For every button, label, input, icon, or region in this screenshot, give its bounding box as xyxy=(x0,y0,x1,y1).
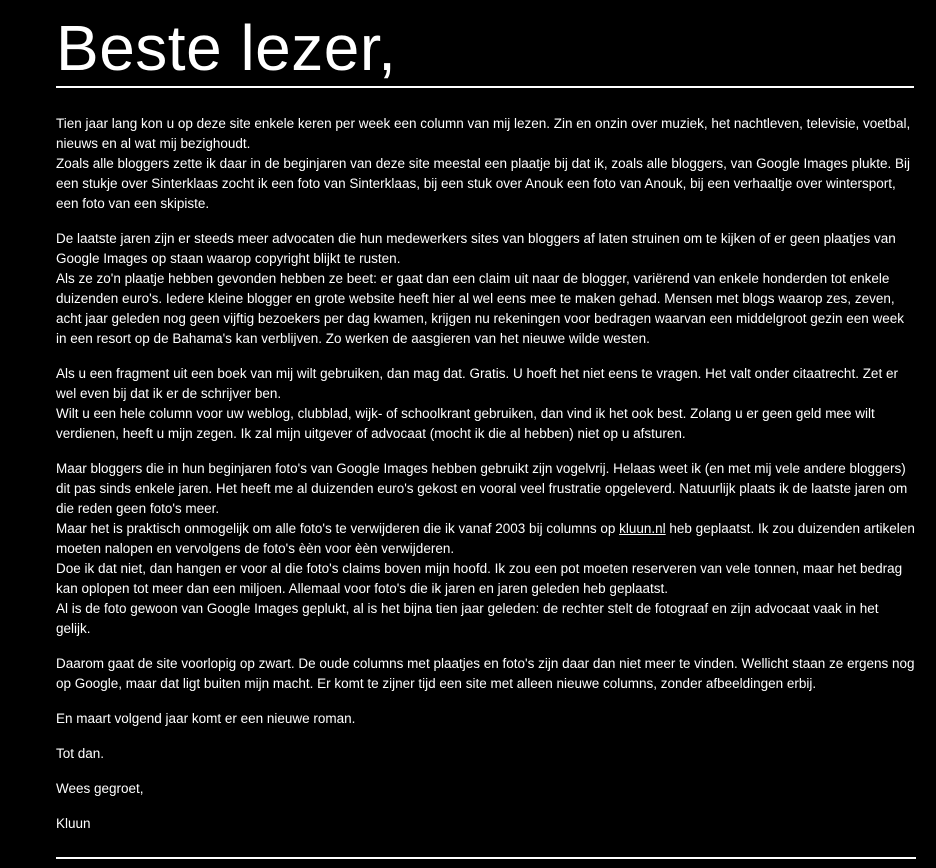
paragraph-line: Maar bloggers die in hun beginjaren foto's van Google Images hebben gebruikt zijn vogelvrij. Helaas weet ik (en met mij vele andere bloggers) dit pas sinds enkele jaren. Het heeft me al duizenden euro's gekost en vooral veel frustratie opgeleverd. Natuurlijk plaats ik de laatste jaren om die reden geen foto's meer. xyxy=(56,461,908,516)
link-suffix-text: heb geplaatst. Ik zou duizenden artikelen moeten nalopen en vervolgens de foto's èèn voor èèn verwijderen. xyxy=(56,521,915,556)
paragraph-line: Wilt u een hele column voor uw weblog, clubblad, wijk- of schoolkrant gebruiken, dan vind ik het ook best. Zolang u er geen geld mee wilt verdienen, heeft u mijn zegen. Ik zal mijn uitgever of advocaat (mocht ik die al hebben) niet op u afsturen. xyxy=(56,406,875,441)
paragraph-intro xyxy=(56,114,916,214)
paragraph-line: Als ze zo'n plaatje hebben gevonden hebben ze beet: er gaat dan een claim uit naar de blogger, variërend van enkele honderden tot enkele duizenden euro's. Iedere kleine blogger en grote website heeft hier al wel eens mee te maken gehad. Mensen met blogs waarop zes, zeven, acht jaar geleden nog geen vijftig bezoekers per dag kwamen, krijgen nu rekeningen voor bedragen waarvan een middelgroot gezin een week in een resort op de Bahama's kan verblijven. Zo werken de aasgieren van het nieuwe wilde westen. xyxy=(56,271,905,346)
paragraph-line: Doe ik dat niet, dan hangen er voor al die foto's claims boven mijn hoofd. Ik zou een pot moeten reserveren van vele tonnen, maar het bedrag kan oplopen tot meer dan een miljoen. Allemaal voor foto's die ik jaren en jaren geleden heb geplaatst. xyxy=(56,561,903,596)
bottom-divider xyxy=(56,857,916,859)
paragraph-lawyers xyxy=(56,229,916,349)
page-title: Beste lezer, xyxy=(56,12,397,84)
signature: Kluun xyxy=(56,816,91,831)
paragraph-going-dark xyxy=(56,654,916,694)
paragraph-line: Daarom gaat de site voorlopig op zwart. De oude columns met plaatjes en foto's zijn daar dan niet meer te vinden. Wellicht staan ze ergens nog op Google, maar dat ligt buiten mijn macht. Er komt te zijner tijd een site met alleen nieuwe columns, zonder afbeeldingen erbij. xyxy=(56,656,915,691)
link-prefix-text: Maar het is praktisch onmogelijk om alle foto's te verwijderen die ik vanaf 2003 bij columns op xyxy=(56,521,620,536)
paragraph-outlawed xyxy=(56,459,916,639)
farewell-text: Tot dan. xyxy=(56,746,105,761)
paragraph-line: Als u een fragment uit een boek van mij wilt gebruiken, dan mag dat. Gratis. U hoeft het niet eens te vragen. Het valt onder citaatrecht. Zet er wel even bij dat ik er de schrijver ben. xyxy=(56,366,898,401)
paragraph-line: Tien jaar lang kon u op deze site enkele keren per week een column van mij lezen. Zin en onzin over muziek, het nachtleven, televisie, voetbal, nieuws en al wat mij bezighoudt. xyxy=(56,116,911,151)
paragraph-line: Zoals alle bloggers zette ik daar in de beginjaren van deze site meestal een plaatje bij dat ik, zoals alle bloggers, van Google Images plukte. Bij een stukje over Sinterklaas zocht ik een foto van Sinterklaas, bij een stuk over Anouk een foto van Anouk, bij een verhaaltje over wintersport, een foto van een skipiste. xyxy=(56,156,911,211)
new-novel-note: En maart volgend jaar komt er een nieuwe roman. xyxy=(56,711,356,726)
heading-area xyxy=(56,10,914,88)
letter-body xyxy=(56,114,916,849)
greeting-text: Wees gegroet, xyxy=(56,781,144,796)
paragraph-line-with-link xyxy=(56,519,916,559)
paragraph-line: Al is de foto gewoon van Google Images geplukt, al is het bijna tien jaar geleden: de rechter stelt de fotograaf en zijn advocaat vaak in het gelijk. xyxy=(56,601,879,636)
kluun-site-link[interactable]: kluun.nl xyxy=(619,521,666,536)
paragraph-permission xyxy=(56,364,916,444)
paragraph-line: De laatste jaren zijn er steeds meer advocaten die hun medewerkers sites van bloggers af laten struinen om te kijken of er geen plaatjes van Google Images op staan waarop copyright blijkt te rusten. xyxy=(56,231,896,266)
